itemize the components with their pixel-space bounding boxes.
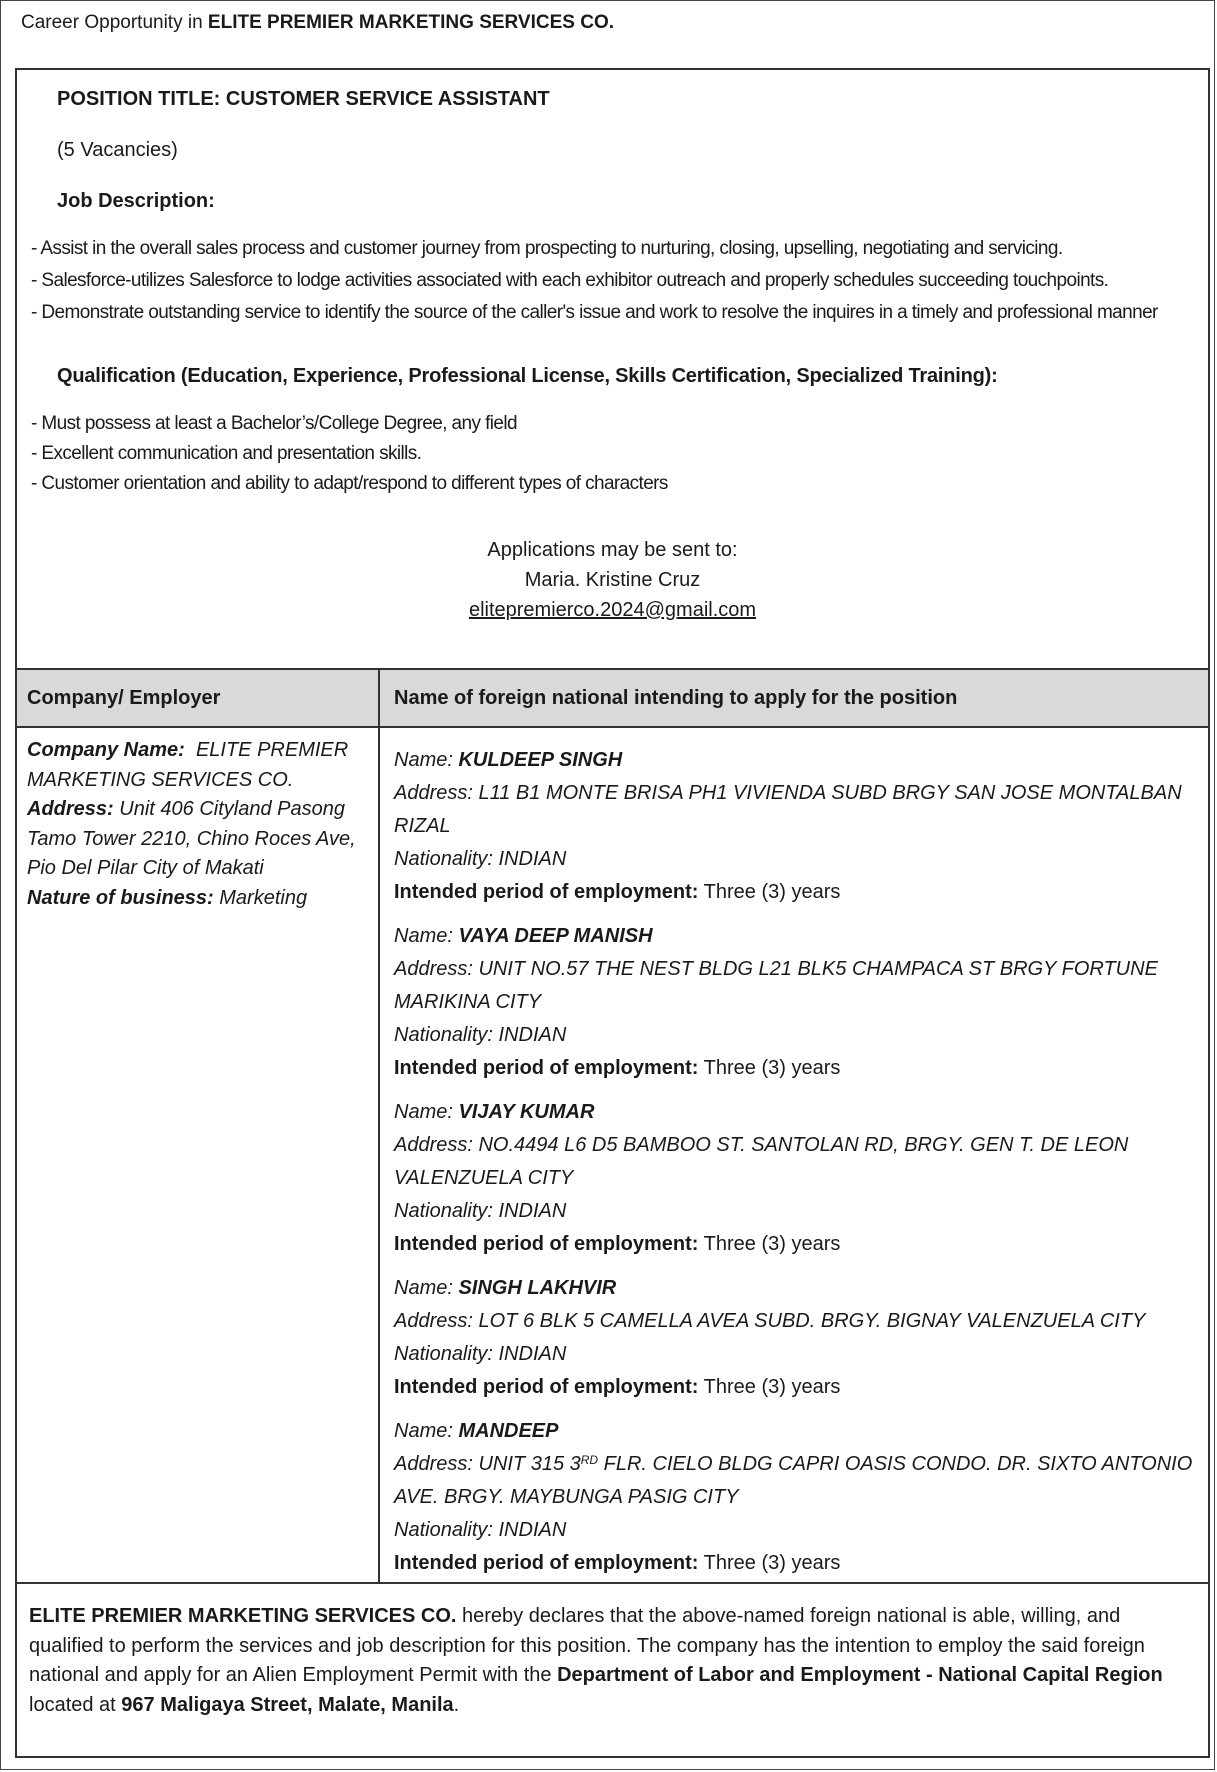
- nationality-label: Nationality:: [394, 1519, 499, 1541]
- duty-item: - Assist in the overall sales process and customer journey from prospecting to nurturing, closing, upselling, negotiating and servicing.: [31, 233, 1206, 265]
- duties-list: [31, 233, 1206, 329]
- address-label: Address:: [394, 1134, 479, 1156]
- foreign-national-entry: [394, 744, 1202, 909]
- person-name: SINGH LAKHVIR: [458, 1277, 617, 1299]
- person-nationality: INDIAN: [498, 1519, 567, 1541]
- nationality-label: Nationality:: [394, 848, 499, 870]
- person-name: VIJAY KUMAR: [458, 1101, 595, 1123]
- position-title: POSITION TITLE: CUSTOMER SERVICE ASSISTANT: [57, 88, 550, 110]
- person-nationality: INDIAN: [498, 1024, 567, 1046]
- contact-email-link[interactable]: elitepremierco.2024@gmail.com: [468, 599, 757, 621]
- address-label: Address:: [394, 782, 479, 804]
- company-address-value: Unit 406 Cityland Pasong Tamo Tower 2210, Chino Roces Ave, Pio Del Pilar City of Makati: [27, 798, 356, 879]
- person-address: UNIT NO.57 THE NEST BLDG L21 BLK5 CHAMPACA ST BRGY FORTUNE MARIKINA CITY: [394, 958, 1158, 1013]
- column-header-company: Company/ Employer: [27, 687, 221, 709]
- nature-of-business-value: Marketing: [219, 886, 308, 909]
- person-period: Three (3) years: [703, 881, 841, 903]
- name-label: Name:: [394, 1277, 459, 1299]
- company-address-label: Address:: [27, 798, 114, 820]
- address-label: Address:: [394, 958, 479, 980]
- person-address: L11 B1 MONTE BRISA PH1 VIVIENDA SUBD BRGY SAN JOSE MONTALBAN RIZAL: [394, 782, 1182, 837]
- person-period: Three (3) years: [703, 1552, 841, 1574]
- contact-name: Maria. Kristine Cruz: [524, 569, 701, 591]
- declaration: [17, 1582, 1208, 1720]
- declaration-location: 967 Maligaya Street, Malate, Manila: [121, 1693, 454, 1716]
- name-label: Name:: [394, 749, 459, 771]
- period-label: Intended period of employment:: [394, 1552, 699, 1574]
- nature-of-business-label: Nature of business:: [27, 886, 214, 909]
- posting-frame: [15, 68, 1210, 1758]
- person-period: Three (3) years: [703, 1057, 841, 1079]
- foreign-nationals-cell: [394, 744, 1202, 1591]
- person-period: Three (3) years: [703, 1233, 841, 1255]
- address-label: Address:: [394, 1310, 479, 1332]
- person-name: MANDEEP: [458, 1420, 559, 1442]
- period-label: Intended period of employment:: [394, 1233, 699, 1255]
- header-prefix: Career Opportunity in: [21, 12, 208, 33]
- nationality-label: Nationality:: [394, 1200, 499, 1222]
- period-label: Intended period of employment:: [394, 881, 699, 903]
- qualification-item: - Excellent communication and presentation skills.: [31, 439, 1206, 469]
- job-description-heading: Job Description:: [57, 190, 215, 212]
- company-name-value: ELITE PREMIER MARKETING SERVICES CO.: [27, 739, 349, 791]
- address-label: Address:: [394, 1453, 479, 1475]
- table-header-row: [17, 670, 1208, 728]
- nationality-label: Nationality:: [394, 1343, 499, 1365]
- person-nationality: INDIAN: [498, 1200, 567, 1222]
- foreign-national-entry: [394, 1096, 1202, 1261]
- person-nationality: INDIAN: [498, 1343, 567, 1365]
- person-nationality: INDIAN: [498, 848, 567, 870]
- declaration-end: .: [453, 1693, 460, 1716]
- qualifications-list: [31, 409, 1206, 499]
- period-label: Intended period of employment:: [394, 1057, 699, 1079]
- declaration-text: located at: [29, 1693, 122, 1716]
- name-label: Name:: [394, 1420, 459, 1442]
- person-address: NO.4494 L6 D5 BAMBOO ST. SANTOLAN RD, BRGY. GEN T. DE LEON VALENZUELA CITY: [394, 1134, 1129, 1189]
- job-section: [17, 70, 1208, 670]
- header-company: ELITE PREMIER MARKETING SERVICES CO.: [207, 12, 615, 33]
- duty-item: - Demonstrate outstanding service to identify the source of the caller's issue and work to resolve the inquires in a timely and professional manner: [31, 297, 1206, 329]
- application-contact: [17, 535, 1208, 625]
- duty-item: - Salesforce-utilizes Salesforce to lodge activities associated with each exhibitor outreach and properly schedules succeeding touchpoints.: [31, 265, 1206, 297]
- apply-line: Applications may be sent to:: [487, 539, 738, 561]
- company-cell: [27, 736, 372, 913]
- name-label: Name:: [394, 925, 459, 947]
- foreign-national-entry: [394, 1272, 1202, 1404]
- vacancies: (5 Vacancies): [57, 139, 178, 161]
- nationality-label: Nationality:: [394, 1024, 499, 1046]
- qualification-heading: Qualification (Education, Experience, Professional License, Skills Certification, Specialized Training):: [57, 365, 998, 387]
- qualification-item: - Must possess at least a Bachelor’s/College Degree, any field: [31, 409, 1206, 439]
- declaration-company: ELITE PREMIER MARKETING SERVICES CO.: [29, 1605, 457, 1627]
- qualification-item: - Customer orientation and ability to adapt/respond to different types of characters: [31, 469, 1206, 499]
- period-label: Intended period of employment:: [394, 1376, 699, 1398]
- declaration-agency: Department of Labor and Employment - National Capital Region: [557, 1664, 1163, 1686]
- foreign-national-entry: [394, 920, 1202, 1085]
- person-address-superscript: RD: [580, 1453, 599, 1467]
- person-address-part: UNIT 315 3: [478, 1453, 581, 1475]
- person-address: LOT 6 BLK 5 CAMELLA AVEA SUBD. BRGY. BIGNAY VALENZUELA CITY: [478, 1310, 1146, 1332]
- foreign-national-entry: [394, 1415, 1202, 1580]
- company-name-label: Company Name:: [27, 739, 185, 761]
- page-header: [21, 11, 614, 35]
- person-name: KULDEEP SINGH: [458, 749, 623, 771]
- name-label: Name:: [394, 1101, 459, 1123]
- column-header-foreign-national: Name of foreign national intending to apply for the position: [394, 687, 958, 709]
- person-period: Three (3) years: [703, 1376, 841, 1398]
- person-address-part: FLR. CIELO BLDG CAPRI OASIS CONDO. DR. SIXTO ANTONIO AVE. BRGY. MAYBUNGA PASIG CITY: [394, 1453, 1193, 1508]
- declaration-text: hereby declares that the above-named foreign national is able, willing, and qualified to perform the services and job description for this position. The company has the intention to employ the said foreign national and apply for an Alien Employment Permit with the: [29, 1605, 1145, 1686]
- column-divider: [378, 670, 380, 1583]
- person-name: VAYA DEEP MANISH: [458, 925, 653, 947]
